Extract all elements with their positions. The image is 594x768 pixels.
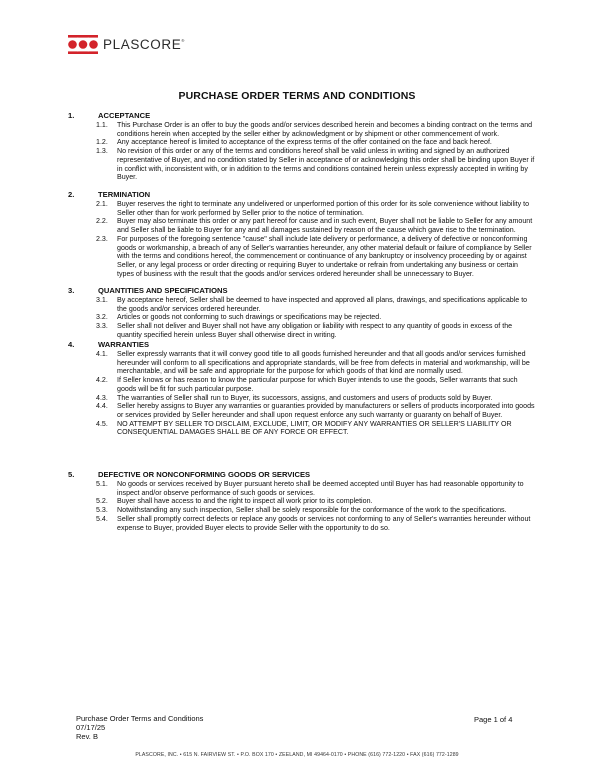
clause-number: 4.3. [96,393,108,402]
section-number: 5. [68,470,75,479]
clause [76,515,536,532]
brand-name: PLASCORE® [103,36,185,52]
clause-number: 2.1. [96,200,108,208]
hexagon-logo-icon [68,35,98,54]
section-4 [68,340,536,437]
section-heading [68,286,536,296]
clause-number: 1.2. [96,138,108,147]
clause-text: Notwithstanding any such inspection, Seller shall be solely responsible for the conformance of the work to the specifications. [117,506,507,515]
clause-text: Buyer reserves the right to terminate any undelivered or unperformed portion of this order for its sole convenience without liability to Seller other than for work performed by Seller prior to the notice of termination. [117,200,530,217]
clause [76,200,536,217]
footer-document-info [76,715,203,741]
clause [76,217,536,234]
clause-text: Seller shall promptly correct defects or replace any goods or services not conforming to any of Seller's warranties hereunder without expense to Buyer, provided Buyer elects to provide Seller with the opportunity to do so. [117,514,531,532]
clause [76,480,536,497]
clause-number: 2.2. [96,217,108,226]
clause-number: 1.3. [96,147,108,156]
section-2 [68,190,536,278]
clause [76,322,536,339]
clause [76,235,536,279]
footer-date: 07/17/25 [76,722,106,732]
section-title: DEFECTIVE OR NONCONFORMING GOODS OR SERVICES [98,470,311,479]
clause-number: 4.2. [96,376,108,385]
section-number: 1. [68,111,75,120]
clause-number: 2.3. [96,234,108,243]
clause-text: By acceptance hereof, Seller shall be deemed to have inspected and approved all plans, drawings, and specifications applicable to the goods and/or services ordered hereunder. [117,296,528,313]
clause-number: 4.5. [96,419,108,428]
clause-number: 3.3. [96,322,108,331]
clause [76,350,536,376]
section-heading [68,190,536,200]
section-heading [68,340,536,350]
clause-text: If Seller knows or has reason to know the particular purpose for which Buyer intends to use the goods, Seller warrants that such goods will be fit for such particular purpose. [117,376,518,393]
clause [76,506,536,515]
clause-text: This Purchase Order is an offer to buy the goods and/or services described herein and becomes a binding contract on the terms and conditions herein when accepted by the seller either by acknowledgment or by shipment or other commencement of work. [117,121,533,138]
clause [76,402,536,419]
clause-text: Articles or goods not conforming to such drawings or specifications may be rejected. [117,313,382,322]
clause-number: 3.1. [96,296,108,304]
section-heading [68,111,536,121]
clause-number: 4.1. [96,350,108,358]
section-title: TERMINATION [98,190,151,199]
section-title: QUANTITIES AND SPECIFICATIONS [98,286,228,295]
section-number: 4. [68,340,75,349]
section-5 [68,470,536,532]
section-1 [68,111,536,182]
clause [76,376,536,393]
clause-text: Seller expressly warrants that it will convey good title to all goods furnished hereunder and that all goods and/or services furnished hereunder will conform to all specifications and appropriate standards, will be free from defects in material and workmanship, will be merchantable, and will be safe and appropriate for the purpose for which goods of that kind are normally used. [117,350,530,376]
section-number: 2. [68,190,75,199]
section-title: WARRANTIES [98,340,150,349]
clause-text: No goods or services received by Buyer pursuant hereto shall be deemed accepted until Buyer has had reasonable opportunity to inspect and/or observe performance of such goods or services. [117,480,524,497]
clause [76,138,536,147]
section-title: ACCEPTANCE [98,111,151,120]
clause [76,394,536,403]
section-3 [68,286,536,340]
clause [76,420,536,437]
clause-text: Buyer shall have access to and the right to inspect all work prior to its completion. [117,497,373,506]
clause [76,313,536,322]
clause-number: 5.1. [96,480,108,488]
footer-revision: Rev. B [76,731,98,741]
clause-text: For purposes of the foregoing sentence "cause" shall include late delivery or performance, a delivery of defective or nonconforming goods or workmanship, a breach of any of Seller's warranties hereunder, any other material default or failure of compliance by Seller with the terms and conditions hereof, the commencement or continuance of any bankruptcy or insolvency proceeding by or against Seller, or any legal process or order directing or requiring Buyer to undertake or refrain from undertaking any business or certain types of business with the result that the goods and/or services ordered hereunder shall be unnecessary to Buyer. [117,234,532,278]
clause-text: NO ATTEMPT BY SELLER TO DISCLAIM, EXCLUDE, LIMIT, OR MODIFY ANY WARRANTIES OR SELLER'S LIABILITY OR CONSEQUENTIAL DAMAGES SHALL BE OF ANY FORCE OR EFFECT. [117,419,512,437]
clause-number: 4.4. [96,402,108,411]
clause [76,147,536,182]
clause [76,296,536,313]
footer-page-number: Page 1 of 4 [474,715,513,724]
footer-doc-name: Purchase Order Terms and Conditions [76,714,204,723]
clause-number: 5.4. [96,514,108,523]
footer-company-address: PLASCORE, INC. • 615 N. FAIRVIEW ST. • P.O. BOX 170 • ZEELAND, MI 49464-0170 • PHONE (616) 772-1220 • FAX (616) 772-1289 [135,752,459,758]
clause [76,497,536,506]
plascore-logo [68,33,185,55]
clause-text: Seller shall not deliver and Buyer shall not have any obligation or liability with respect to any quantity of goods in excess of the quantity specified herein unless Buyer shall otherwise direct in writing. [117,322,513,339]
clause-number: 1.1. [96,121,108,129]
clause-text: No revision of this order or any of the terms and conditions hereof shall be valid unless in writing and signed by an authorized representative of Buyer, and no condition stated by Seller in acceptance of or acknowledging this order shall be binding upon Buyer if in conflict with, inconsistent with, or in addition to the terms and conditions contained herein unless expressly accepted in writing by Buyer. [117,147,535,182]
clause-text: Any acceptance hereof is limited to acceptance of the express terms of the offer contained on the face and back hereof. [117,138,492,147]
clause-text: The warranties of Seller shall run to Buyer, its successors, assigns, and customers and users of products sold by Buyer. [117,393,493,402]
section-heading [68,470,536,480]
clause [76,121,536,138]
clause-text: Seller hereby assigns to Buyer any warranties or guaranties provided by manufacturers or sellers of products incorporated into goods or services provided by Seller hereunder and shall upon request enforce any such warranty or guaranty on behalf of Buyer. [117,402,535,419]
clause-number: 3.2. [96,313,108,322]
section-number: 3. [68,286,75,295]
clause-text: Buyer may also terminate this order or any part hereof for cause and in such event, Buyer shall not be liable to Seller for any amount and Seller shall be liable to Buyer for any and all damages sustained by reason of the cause which gave rise to the termination. [117,217,533,235]
document-title: PURCHASE ORDER TERMS AND CONDITIONS [178,90,416,102]
clause-number: 5.3. [96,506,108,515]
clause-number: 5.2. [96,497,108,506]
